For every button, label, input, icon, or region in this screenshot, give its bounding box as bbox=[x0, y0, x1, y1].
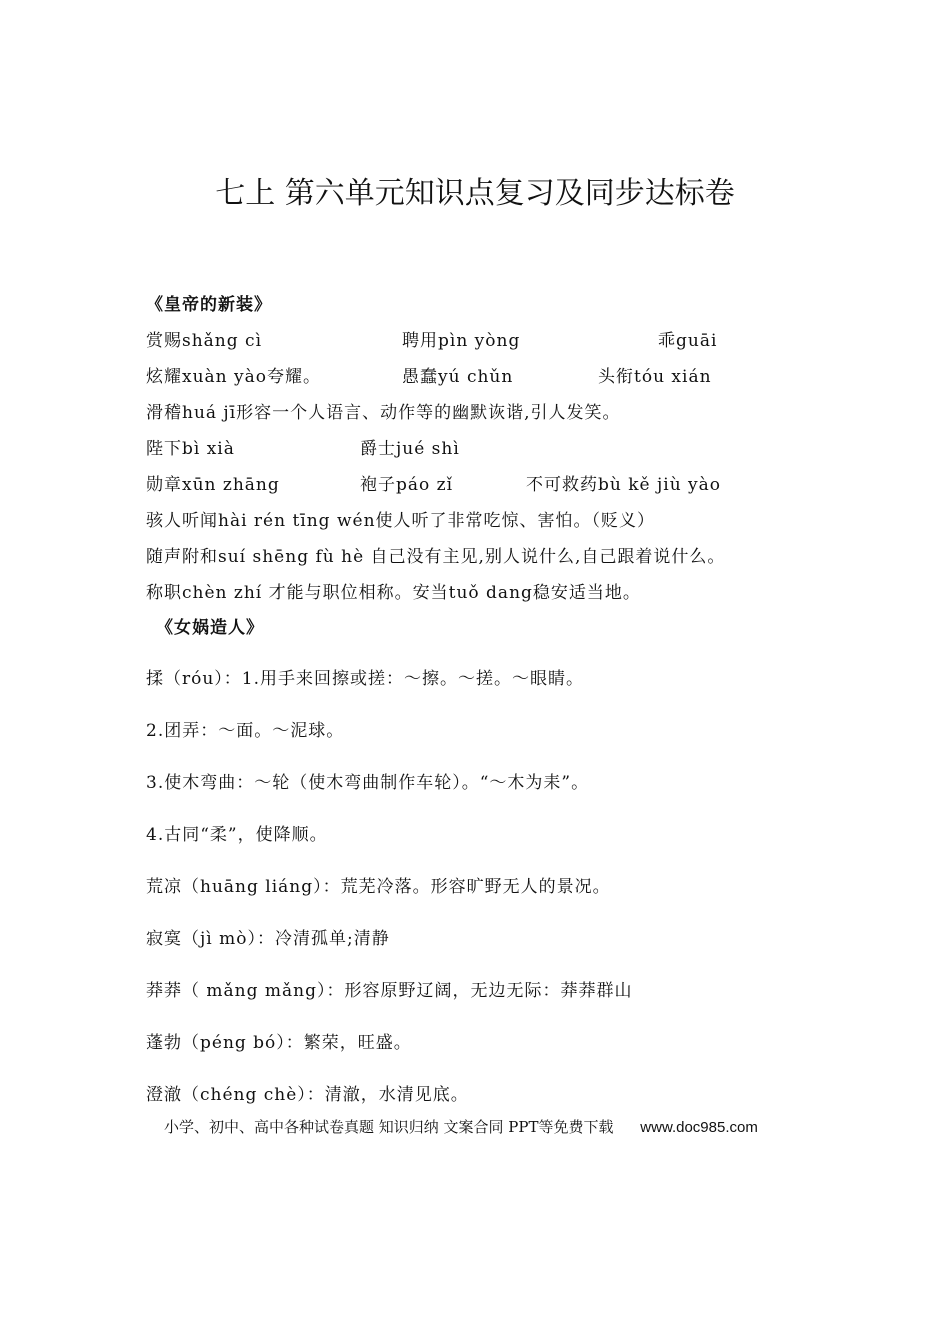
footer-site-link[interactable]: www.doc985.com bbox=[640, 1119, 758, 1136]
vocab-line: 骇人听闻hài rén tīng wén使人听了非常吃惊、害怕。（贬义） bbox=[146, 511, 656, 531]
vocab-item: 爵士jué shì bbox=[360, 439, 460, 459]
vocab-item: 袍子páo zǐ bbox=[360, 475, 454, 495]
vocab-item: 勋章xūn zhāng bbox=[146, 475, 280, 495]
definition-line: 蓬勃（péng bó）：繁荣，旺盛。 bbox=[146, 1033, 412, 1053]
section-heading-nuwa: 《女娲造人》 bbox=[156, 618, 264, 638]
definition-line: 3.使木弯曲：～轮（使木弯曲制作车轮）。“～木为耒”。 bbox=[146, 773, 590, 793]
definition-line: 揉（róu）：1.用手来回擦或搓：～擦。～搓。～眼睛。 bbox=[146, 669, 585, 689]
section-heading-emperor: 《皇帝的新装》 bbox=[146, 295, 272, 315]
vocab-line: 称职chèn zhí 才能与职位相称。安当tuǒ dang稳安适当地。 bbox=[146, 583, 641, 603]
definition-line: 荒凉（huāng liáng）：荒芜冷落。形容旷野无人的景况。 bbox=[146, 877, 611, 897]
definition-line: 莽莽（ mǎng mǎng）：形容原野辽阔，无边无际：莽莽群山 bbox=[146, 981, 633, 1001]
vocab-item: 不可救药bù kě jiù yào bbox=[526, 475, 722, 495]
vocab-item: 陛下bì xià bbox=[146, 439, 235, 459]
vocab-line: 随声附和suí shēng fù hè 自己没有主见,别人说什么,自己跟着说什么。 bbox=[146, 547, 726, 567]
definition-line: 澄澈（chéng chè）：清澈，水清见底。 bbox=[146, 1085, 469, 1105]
vocab-item: 头衔tóu xián bbox=[598, 367, 712, 387]
vocab-item: 乖guāi bbox=[658, 331, 718, 351]
vocab-item: 愚蠢yú chǔn bbox=[402, 367, 514, 387]
footer bbox=[164, 1116, 758, 1137]
vocab-item: 聘用pìn yòng bbox=[402, 331, 521, 351]
definition-line: 4.古同“柔”，使降顺。 bbox=[146, 825, 328, 845]
definition-line: 2.团弄：～面。～泥球。 bbox=[146, 721, 345, 741]
vocab-line: 滑稽huá jī形容一个人语言、动作等的幽默诙谐,引人发笑。 bbox=[146, 403, 621, 423]
definition-line: 寂寞（jì mò）：冷清孤单;清静 bbox=[146, 929, 390, 949]
vocab-item: 赏赐shǎng cì bbox=[146, 331, 263, 351]
footer-text: 小学、初中、高中各种试卷真题 知识归纳 文案合同 PPT等免费下载 bbox=[164, 1118, 614, 1136]
vocab-item: 炫耀xuàn yào夸耀。 bbox=[146, 367, 321, 387]
page-title: 七上 第六单元知识点复习及同步达标卷 bbox=[215, 176, 735, 211]
